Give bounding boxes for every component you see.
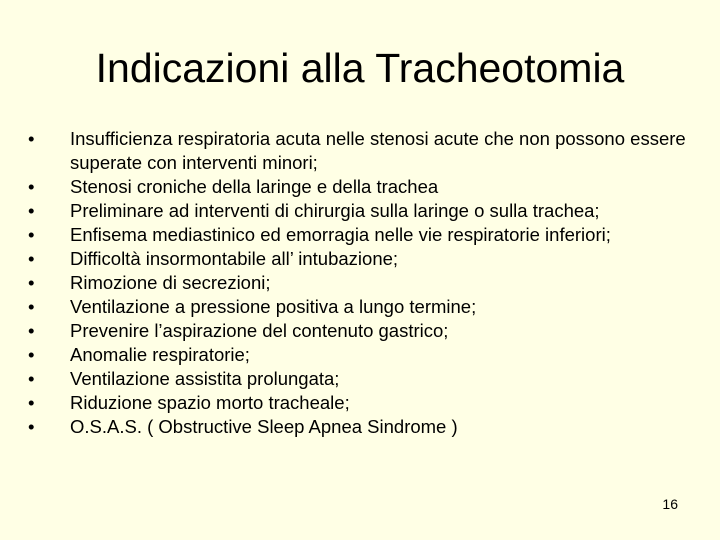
list-item (28, 391, 698, 415)
bullet-icon: • (28, 392, 35, 413)
list-item (28, 175, 698, 199)
list-item-text: Ventilazione a pressione positiva a lungo termine; (70, 296, 477, 317)
list-item-text: Riduzione spazio morto tracheale; (70, 392, 350, 413)
list-item (28, 367, 698, 391)
list-item-text: Anomalie respiratorie; (70, 344, 250, 365)
list-item (28, 247, 698, 271)
list-item-text: Stenosi croniche della laringe e della trachea (70, 176, 439, 197)
list-item-text: Ventilazione assistita prolungata; (70, 368, 340, 389)
bullet-list (28, 127, 698, 439)
list-item-text: Rimozione di secrezioni; (70, 272, 271, 293)
list-item (28, 415, 698, 439)
page-number: 16 (662, 496, 678, 512)
list-item-text: O.S.A.S. ( Obstructive Sleep Apnea Sindrome ) (70, 416, 458, 437)
bullet-icon: • (28, 296, 35, 317)
bullet-icon: • (28, 176, 35, 197)
list-item (28, 223, 698, 247)
slide-title: Indicazioni alla Tracheotomia (95, 45, 625, 91)
list-item (28, 319, 698, 343)
list-item (28, 343, 698, 367)
bullet-icon: • (28, 224, 35, 245)
list-item-text: Insufficienza respiratoria acuta nelle stenosi acute che non possono essere superate con interventi minori; (70, 128, 686, 173)
bullet-icon: • (28, 272, 35, 293)
list-item-text: Prevenire l’aspirazione del contenuto gastrico; (70, 320, 449, 341)
bullet-icon: • (28, 320, 35, 341)
list-item-text: Difficoltà insormontabile all’ intubazione; (70, 248, 399, 269)
bullet-icon: • (28, 248, 35, 269)
bullet-icon: • (28, 416, 35, 437)
list-item (28, 271, 698, 295)
bullet-icon: • (28, 344, 35, 365)
bullet-icon: • (28, 128, 35, 149)
list-item (28, 295, 698, 319)
list-item (28, 127, 698, 175)
list-item (28, 199, 698, 223)
list-item-text: Enfisema mediastinico ed emorragia nelle vie respiratorie inferiori; (70, 224, 611, 245)
bullet-icon: • (28, 200, 35, 221)
list-item-text: Preliminare ad interventi di chirurgia sulla laringe o sulla trachea; (70, 200, 600, 221)
bullet-icon: • (28, 368, 35, 389)
